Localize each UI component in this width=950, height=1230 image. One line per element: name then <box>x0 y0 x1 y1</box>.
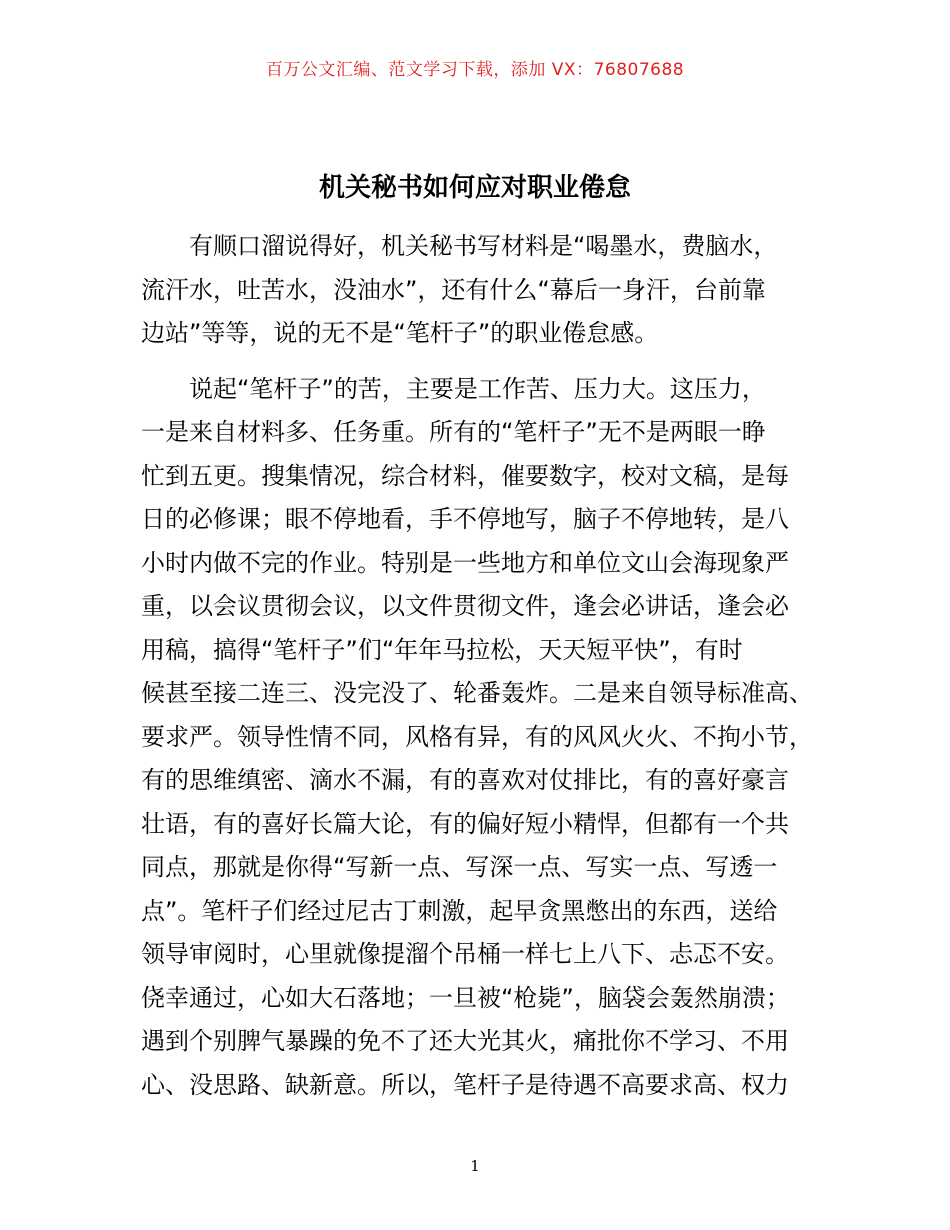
text-line: 用稿，搞得“笔杆子”们“年年马拉松，天天短平快”，有时 <box>141 635 743 664</box>
text-line: 一是来自材料多、任务重。所有的“笔杆子”无不是两眼一睁 <box>141 418 766 446</box>
text-line: 侥幸通过，心如大石落地；一旦被“枪毙”，脑袋会轰然崩溃； <box>141 983 790 1012</box>
paragraph <box>141 368 821 1195</box>
paragraph <box>141 225 821 356</box>
text-line: 小时内做不完的作业。特别是一些地方和单位文山会海现象严 <box>141 548 789 577</box>
text-line: 重，以会议贯彻会议，以文件贯彻文件，逢会必讲话，逢会必 <box>141 592 789 620</box>
text-line: 点”。笔杆子们经过尼古丁刺激，起早贪黑憋出的东西，送给 <box>141 896 778 925</box>
text-line: 说起“笔杆子”的苦，主要是工作苦、压力大。这压力， <box>189 374 766 403</box>
text-line: 有的思维缜密、滴水不漏，有的喜欢对仗排比，有的喜好豪言 <box>141 766 789 794</box>
paragraph-spacer <box>141 356 821 368</box>
text-line: 壮语，有的喜好长篇大论，有的偏好短小精悍，但都有一个共 <box>141 809 789 838</box>
text-line: 边站”等等，说的无不是“笔杆子”的职业倦怠感。 <box>141 319 659 347</box>
text-line: 候甚至接二连三、没完没了、轮番轰炸。二是来自领导标准高、 <box>141 679 813 707</box>
text-line: 遇到个别脾气暴躁的免不了还大光其火，痛批你不学习、不用 <box>141 1027 789 1055</box>
text-line: 有顺口溜说得好，机关秘书写材料是“喝墨水，费脑水， <box>189 232 778 260</box>
text-line: 要求严。领导性情不同，风格有异，有的风风火火、不拘小节， <box>141 722 813 751</box>
document-body <box>141 225 821 1194</box>
document-title: 机关秘书如何应对职业倦怠 <box>318 173 631 203</box>
text-line: 领导审阅时，心里就像提溜个吊桶一样七上八下、忐忑不安。 <box>141 940 789 968</box>
text-line: 心、没思路、缺新意。所以，笔杆子是待遇不高要求高、权力 <box>141 1070 789 1099</box>
text-line: 忙到五更。搜集情况，综合材料，催要数字，校对文稿，是每 <box>141 461 789 490</box>
header-watermark-note: 百万公文汇编、范文学习下载，添加 VX：76807688 <box>265 60 685 80</box>
text-line: 流汗水，吐苦水，没油水”，还有什么“幕后一身汗，台前靠 <box>141 275 766 304</box>
page-number: 1 <box>470 1157 480 1175</box>
text-line: 日的必修课；眼不停地看，手不停地写，脑子不停地转，是八 <box>141 505 789 533</box>
text-line: 同点，那就是你得“写新一点、写深一点、写实一点、写透一 <box>141 853 778 881</box>
text-line <box>141 1107 821 1151</box>
